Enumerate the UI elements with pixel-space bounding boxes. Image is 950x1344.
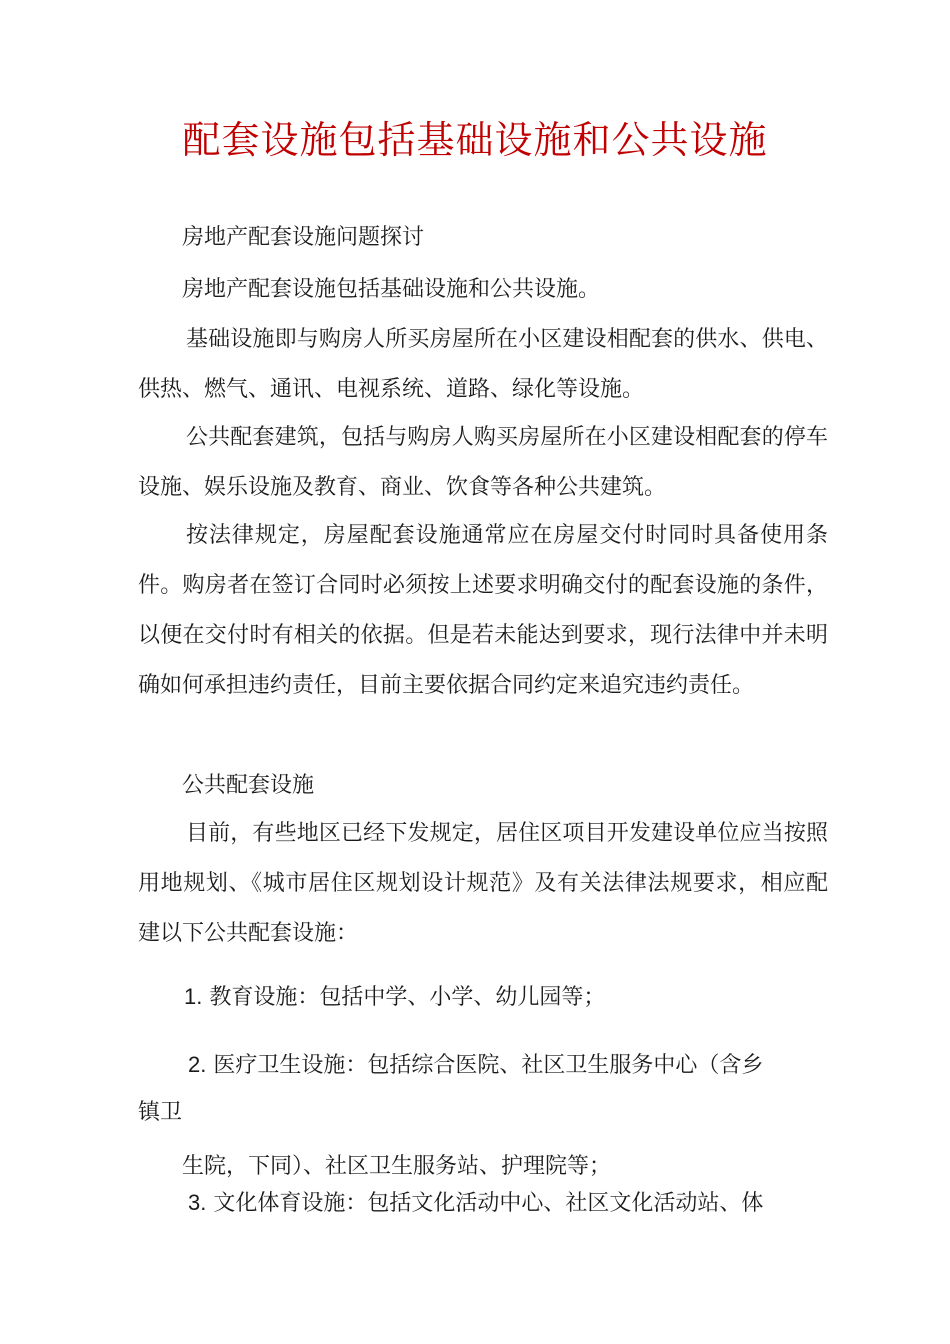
list-item-continuation: 生院，下同）、社区卫生服务站、护理院等；	[182, 1154, 612, 1179]
list-item-text: 教育设施：包括中学、小学、幼儿园等；	[209, 985, 606, 1010]
list-item-number: 1.	[184, 984, 203, 1009]
list-item-text: 医疗卫生设施：包括综合医院、社区卫生服务中心（含乡	[213, 1053, 764, 1078]
paragraph-intro: 房地产配套设施包括基础设施和公共设施。	[182, 277, 601, 302]
list-item-wrap: 镇卫	[138, 1100, 183, 1125]
document-title: 配套设施包括基础设施和公共设施	[182, 118, 768, 162]
paragraph-infrastructure: 基础设施即与购房人所买房屋所在小区建设相配套的供水、供电、供热、燃气、通讯、电视系统、道路、绿化等设施。	[138, 327, 828, 402]
list-item	[138, 1040, 878, 1091]
list-item	[138, 1178, 878, 1229]
list-item-number: 2.	[188, 1052, 207, 1077]
paragraph-topic: 房地产配套设施问题探讨	[182, 225, 425, 250]
paragraph-public-buildings: 公共配套建筑，包括与购房人购买房屋所在小区建设相配套的停车设施、娱乐设施及教育、商业、饮食等各种公共建筑。	[138, 425, 828, 500]
list-item-text: 文化体育设施：包括文化活动中心、社区文化活动站、体	[213, 1191, 764, 1216]
paragraph-heading-public-facilities: 公共配套设施	[182, 773, 315, 798]
paragraph-regulation: 目前，有些地区已经下发规定，居住区项目开发建设单位应当按照用地规划、《城市居住区规划设计规范》及有关法律法规要求，相应配建以下公共配套设施：	[138, 821, 828, 946]
list-item	[138, 972, 874, 1023]
paragraph-legal: 按法律规定，房屋配套设施通常应在房屋交付时同时具备使用条件。购房者在签订合同时必须按上述要求明确交付的配套设施的条件，以便在交付时有相关的依据。但是若未能达到要求，现行法律中并未明确如何承担违约责任，目前主要依据合同约定来追究违约责任。	[138, 523, 828, 698]
list-item-number: 3.	[188, 1190, 207, 1215]
